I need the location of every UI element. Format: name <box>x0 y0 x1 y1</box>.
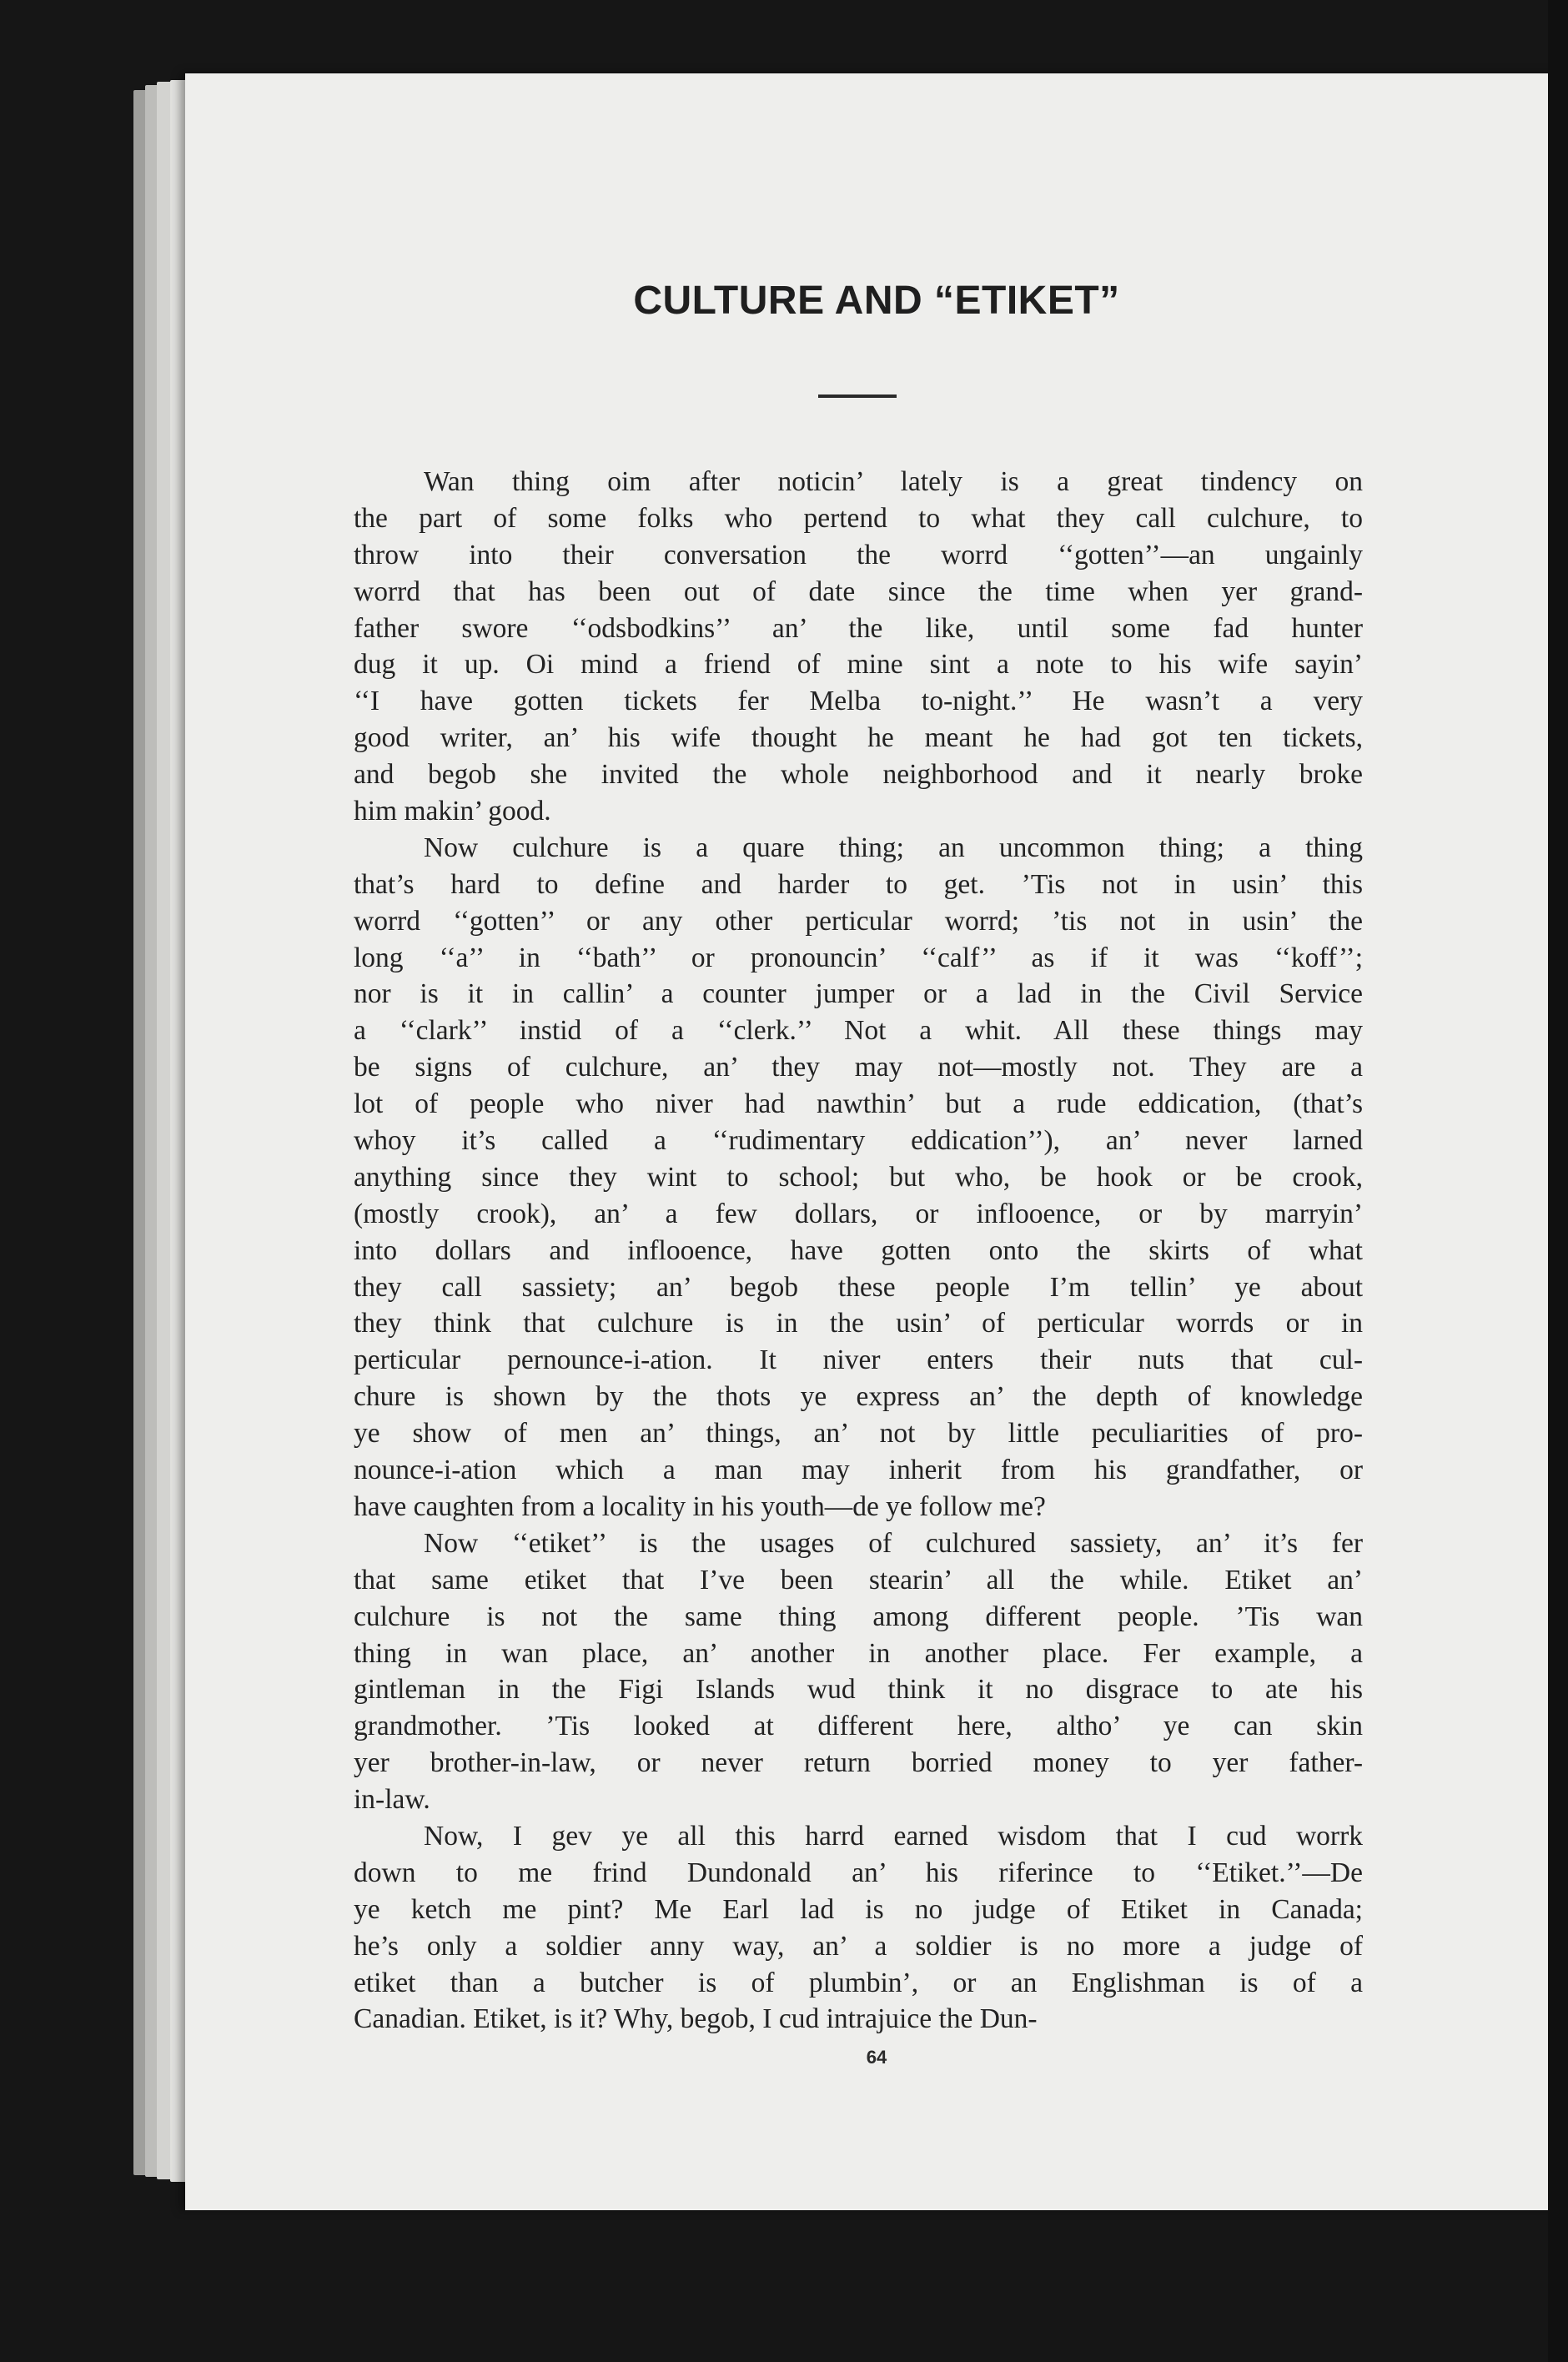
text-line: chure is shown by the thots ye express an’ the depth of knowledge <box>354 1381 1363 1413</box>
text-line: Now, I gev ye all this harrd earned wisdom that I cud worrk <box>424 1820 1363 1852</box>
text-line: that same etiket that I’ve been stearin’ all the while. Etiket an’ <box>354 1564 1363 1596</box>
text-line: worrd ‘‘gotten’’ or any other perticular worrd; ’tis not in usin’ the <box>354 905 1363 937</box>
text-line: ye show of men an’ things, an’ not by little peculiarities of pro- <box>354 1418 1363 1450</box>
text-line: good writer, an’ his wife thought he meant he had got ten tickets, <box>354 722 1363 754</box>
text-line: Now ‘‘etiket’’ is the usages of culchured sassiety, an’ it’s fer <box>424 1527 1363 1559</box>
title-rule <box>818 395 897 398</box>
text-line: be signs of culchure, an’ they may not—mostly not. They are a <box>354 1052 1363 1083</box>
text-line: culchure is not the same thing among different people. ’Tis wan <box>354 1601 1363 1632</box>
text-line: Now culchure is a quare thing; an uncommon thing; a thing <box>424 832 1363 863</box>
text-line: have caughten from a locality in his youth—de ye follow me? <box>354 1490 1046 1522</box>
text-line: ye ketch me pint? Me Earl lad is no judge of Etiket in Canada; <box>354 1893 1363 1925</box>
text-line: gintleman in the Figi Islands wud think it no disgrace to ate his <box>354 1674 1363 1706</box>
text-line: they call sassiety; an’ begob these people I’m tellin’ ye about <box>354 1271 1363 1303</box>
text-line: that’s hard to define and harder to get. ’Tis not in usin’ this <box>354 868 1363 900</box>
text-line: the part of some folks who pertend to what they call culchure, to <box>354 502 1363 534</box>
scan-border <box>1548 0 1568 2362</box>
text-line: worrd that has been out of date since the time when yer grand- <box>354 575 1363 607</box>
paragraph <box>354 1525 1363 1818</box>
text-line: yer brother-in-law, or never return borried money to yer father- <box>354 1747 1363 1779</box>
text-line: dug it up. Oi mind a friend of mine sint a note to his wife sayin’ <box>354 649 1363 681</box>
text-line: a ‘‘clark’’ instid of a ‘‘clerk.’’ Not a whit. All these things may <box>354 1015 1363 1047</box>
text-line: they think that culchure is in the usin’ of perticular worrds or in <box>354 1308 1363 1339</box>
text-line: long ‘‘a’’ in ‘‘bath’’ or pronouncin’ ‘‘calf’’ as if it was ‘‘koff’’; <box>354 942 1363 973</box>
text-line: in-law. <box>354 1784 430 1816</box>
text-line: into dollars and inflooence, have gotten onto the skirts of what <box>354 1234 1363 1266</box>
text-line: anything since they wint to school; but who, be hook or be crook, <box>354 1161 1363 1193</box>
text-line: ‘‘I have gotten tickets fer Melba to-night.’’ He wasn’t a very <box>354 686 1363 717</box>
body-text <box>354 464 1363 2038</box>
text-line: him makin’ good. <box>354 796 551 827</box>
text-line: down to me frind Dundonald an’ his riferince to ‘‘Etiket.’’—De <box>354 1857 1363 1888</box>
text-line: perticular pernounce-i-ation. It niver enters their nuts that cul- <box>354 1344 1363 1376</box>
text-line: Wan thing oim after noticin’ lately is a great tindency on <box>424 466 1363 497</box>
text-line: and begob she invited the whole neighborhood and it nearly broke <box>354 759 1363 791</box>
text-line: throw into their conversation the worrd ‘‘gotten’’—an ungainly <box>354 539 1363 570</box>
paragraph <box>354 1818 1363 2038</box>
text-line: lot of people who niver had nawthin’ but a rude eddication, (that’s <box>354 1088 1363 1120</box>
text-line: (mostly crook), an’ a few dollars, or inflooence, or by marryin’ <box>354 1198 1363 1229</box>
text-line: he’s only a soldier anny way, an’ a soldier is no more a judge of <box>354 1930 1363 1962</box>
text-line: etiket than a butcher is of plumbin’, or an Englishman is of a <box>354 1967 1363 1998</box>
text-line: father swore ‘‘odsbodkins’’ an’ the like, until some fad hunter <box>354 612 1363 644</box>
text-line: nounce-i-ation which a man may inherit from his grandfather, or <box>354 1455 1363 1486</box>
page-title: CULTURE AND “ETIKET” <box>633 279 1120 323</box>
paragraph <box>354 830 1363 1525</box>
text-line: grandmother. ’Tis looked at different here, altho’ ye can skin <box>354 1711 1363 1742</box>
text-line: Canadian. Etiket, is it? Why, begob, I cud intrajuice the Dun- <box>354 2003 1038 2035</box>
text-line: whoy it’s called a ‘‘rudimentary eddication’’), an’ never larned <box>354 1125 1363 1157</box>
book-page <box>185 73 1568 2210</box>
paragraph <box>354 464 1363 830</box>
text-line: nor is it in callin’ a counter jumper or a lad in the Civil Service <box>354 978 1363 1010</box>
page-number: 64 <box>866 2047 887 2068</box>
text-line: thing in wan place, an’ another in another place. Fer example, a <box>354 1637 1363 1669</box>
